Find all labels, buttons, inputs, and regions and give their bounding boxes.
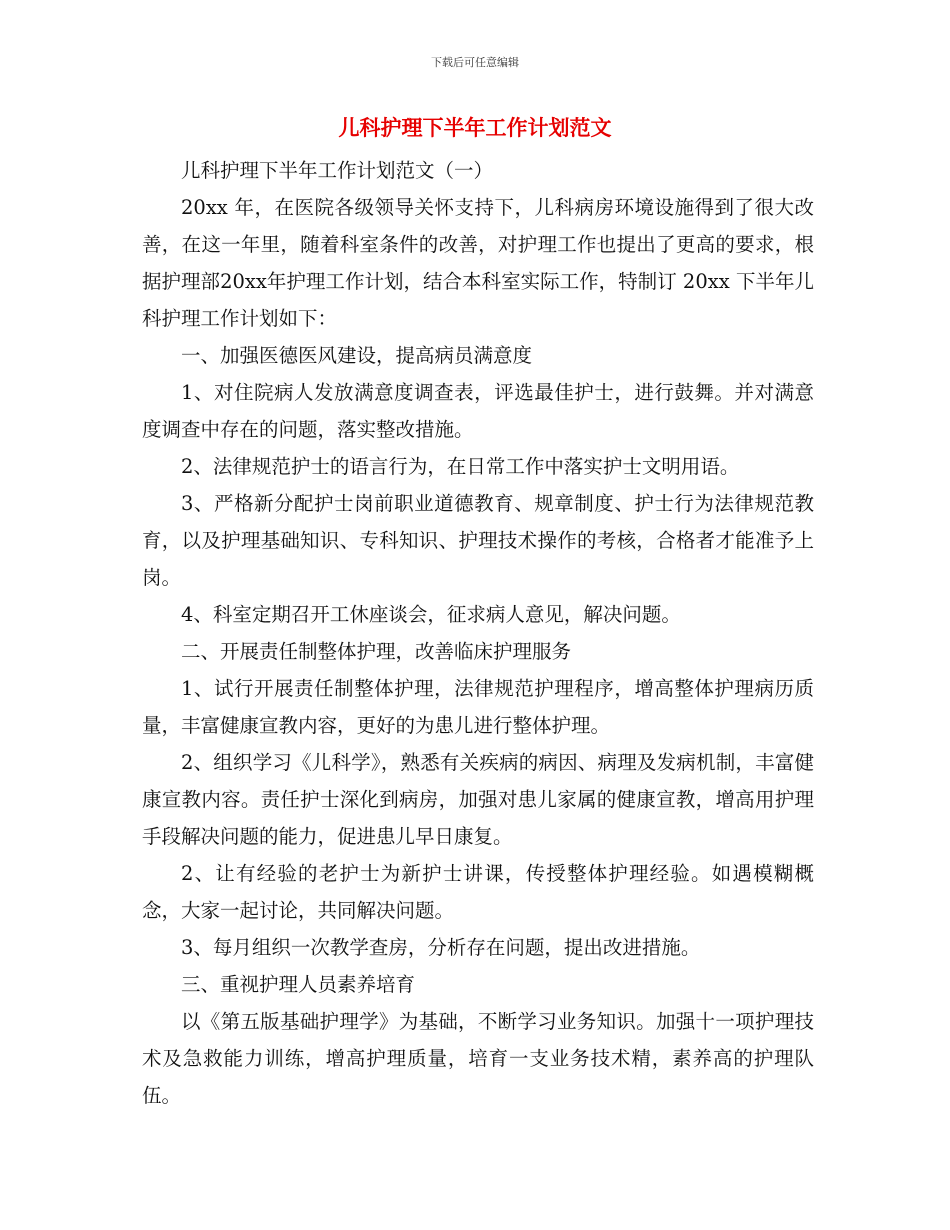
paragraph-intro: 20xx 年，在医院各级领导关怀支持下，儿科病房环境设施得到了很大改善，在这一年里，随着科室条件的改善，对护理工作也提出了更高的要求，根据护理部20xx年护理工作计划，结合本科室实际工作，特制订 20xx 下半年儿科护理工作计划如下：: [142, 196, 814, 330]
section-heading-3: 三、重视护理人员素养培育: [181, 973, 416, 996]
list-item: 1、试行开展责任制整体护理，法律规范护理程序，增高整体护理病历质量，丰富健康宣教内容，更好的为患儿进行整体护理。: [142, 677, 814, 737]
section-heading-1: 一、加强医德医风建设，提高病员满意度: [181, 344, 533, 367]
page-header: 下载后可任意编辑: [431, 56, 519, 69]
section-heading-2: 二、开展责任制整体护理，改善临床护理服务: [181, 640, 572, 663]
list-item: 4、科室定期召开工休座谈会，征求病人意见，解决问题。: [181, 603, 681, 626]
document-body: [142, 152, 814, 1114]
list-item: 2、组织学习《儿科学》，熟悉有关疾病的病因、病理及发病机制，丰富健康宣教内容。责任护士深化到病房，加强对患儿家属的健康宣教，增高用护理手段解决问题的能力，促进患儿早日康复。: [142, 751, 814, 848]
list-item: 1、对住院病人发放满意度调查表，评选最佳护士，进行鼓舞。并对满意度调查中存在的问题，落实整改措施。: [142, 381, 814, 441]
list-item: 2、法律规范护士的语言行为，在日常工作中落实护士文明用语。: [181, 455, 740, 478]
paragraph-subtitle: 儿科护理下半年工作计划范文（一）: [181, 159, 494, 182]
paragraph-section-3: 以《第五版基础护理学》为基础，不断学习业务知识。加强十一项护理技术及急救能力训练，增高护理质量，培育一支业务技术精，素养高的护理队伍。: [142, 1010, 814, 1107]
document-title: 儿科护理下半年工作计划范文: [338, 116, 612, 140]
list-item: 3、每月组织一次教学查房，分析存在问题，提出改进措施。: [181, 936, 701, 959]
list-item: 2、让有经验的老护士为新护士讲课，传授整体护理经验。如遇模糊概念，大家一起讨论，共同解决问题。: [142, 862, 814, 922]
list-item: 3、严格新分配护士岗前职业道德教育、规章制度、护士行为法律规范教育，以及护理基础知识、专科知识、护理技术操作的考核，合格者才能准予上岗。: [142, 492, 814, 589]
